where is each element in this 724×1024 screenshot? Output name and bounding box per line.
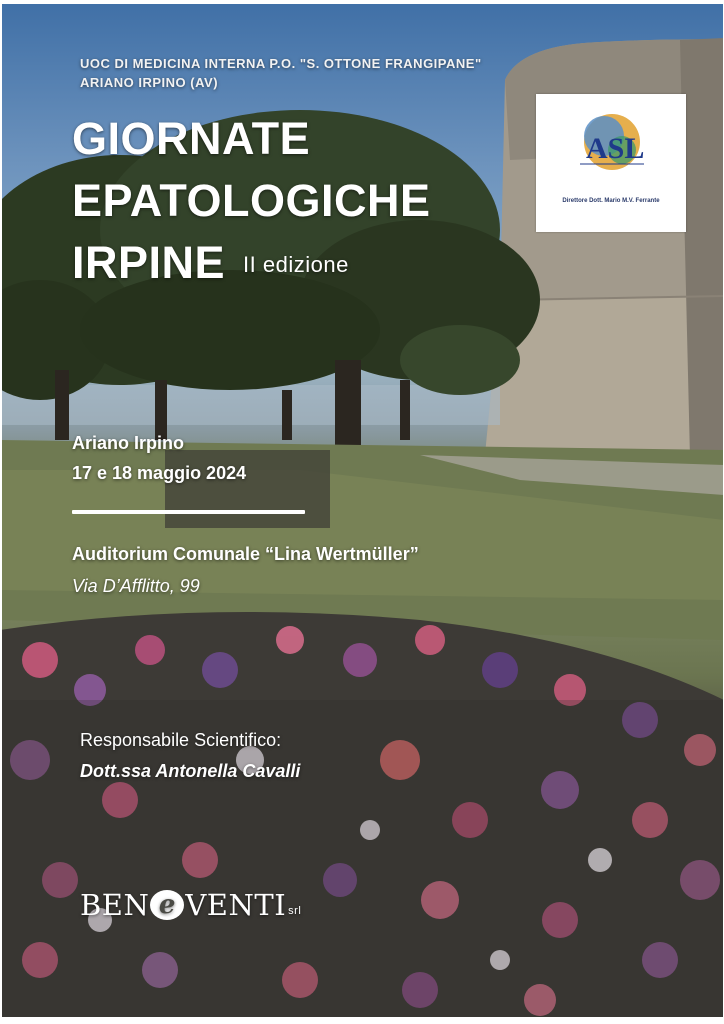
scientific-lead [80,725,300,787]
event-dates: 17 e 18 maggio 2024 [72,463,247,483]
org-line-2: ARIANO IRPINO (AV) [80,75,219,90]
venue-name: Auditorium Comunale “Lina Wertmüller” [72,544,419,564]
organizer-brand-logo [80,888,301,922]
edition-label: II edizione [243,252,349,277]
logo-caption: Direttore Dott. Mario M.V. Ferrante [562,198,660,204]
event-city: Ariano Irpino [72,433,184,453]
scientific-name: Dott.ssa Antonella Cavalli [80,761,301,781]
title-line-2: EPATOLOGICHE [72,175,431,226]
asl-logo [536,94,686,232]
title-line-3: IRPINE [72,237,226,288]
org-line-1: UOC DI MEDICINA INTERNA P.O. "S. OTTONE FRANGIPANE" [80,56,482,71]
title-line-1: GIORNATE [72,113,311,164]
venue-address: Via D’Afflitto, 99 [72,576,200,596]
title-line-3-row [72,232,431,296]
logo-mark-text: ASL [586,132,645,165]
asl-logo-mark [536,94,686,232]
organizer-unit [80,54,482,92]
divider-line [72,510,305,514]
event-venue [72,538,419,602]
flower-bed [0,612,724,1024]
brand-suffix: srl [288,905,302,917]
brand-e-mark: e [150,890,184,920]
brand-text-end: VENTI [185,888,287,922]
event-place-dates [72,428,246,488]
event-title [72,108,431,296]
brand-text-start: BEN [80,888,150,922]
scientific-label: Responsabile Scientifico: [80,730,282,750]
